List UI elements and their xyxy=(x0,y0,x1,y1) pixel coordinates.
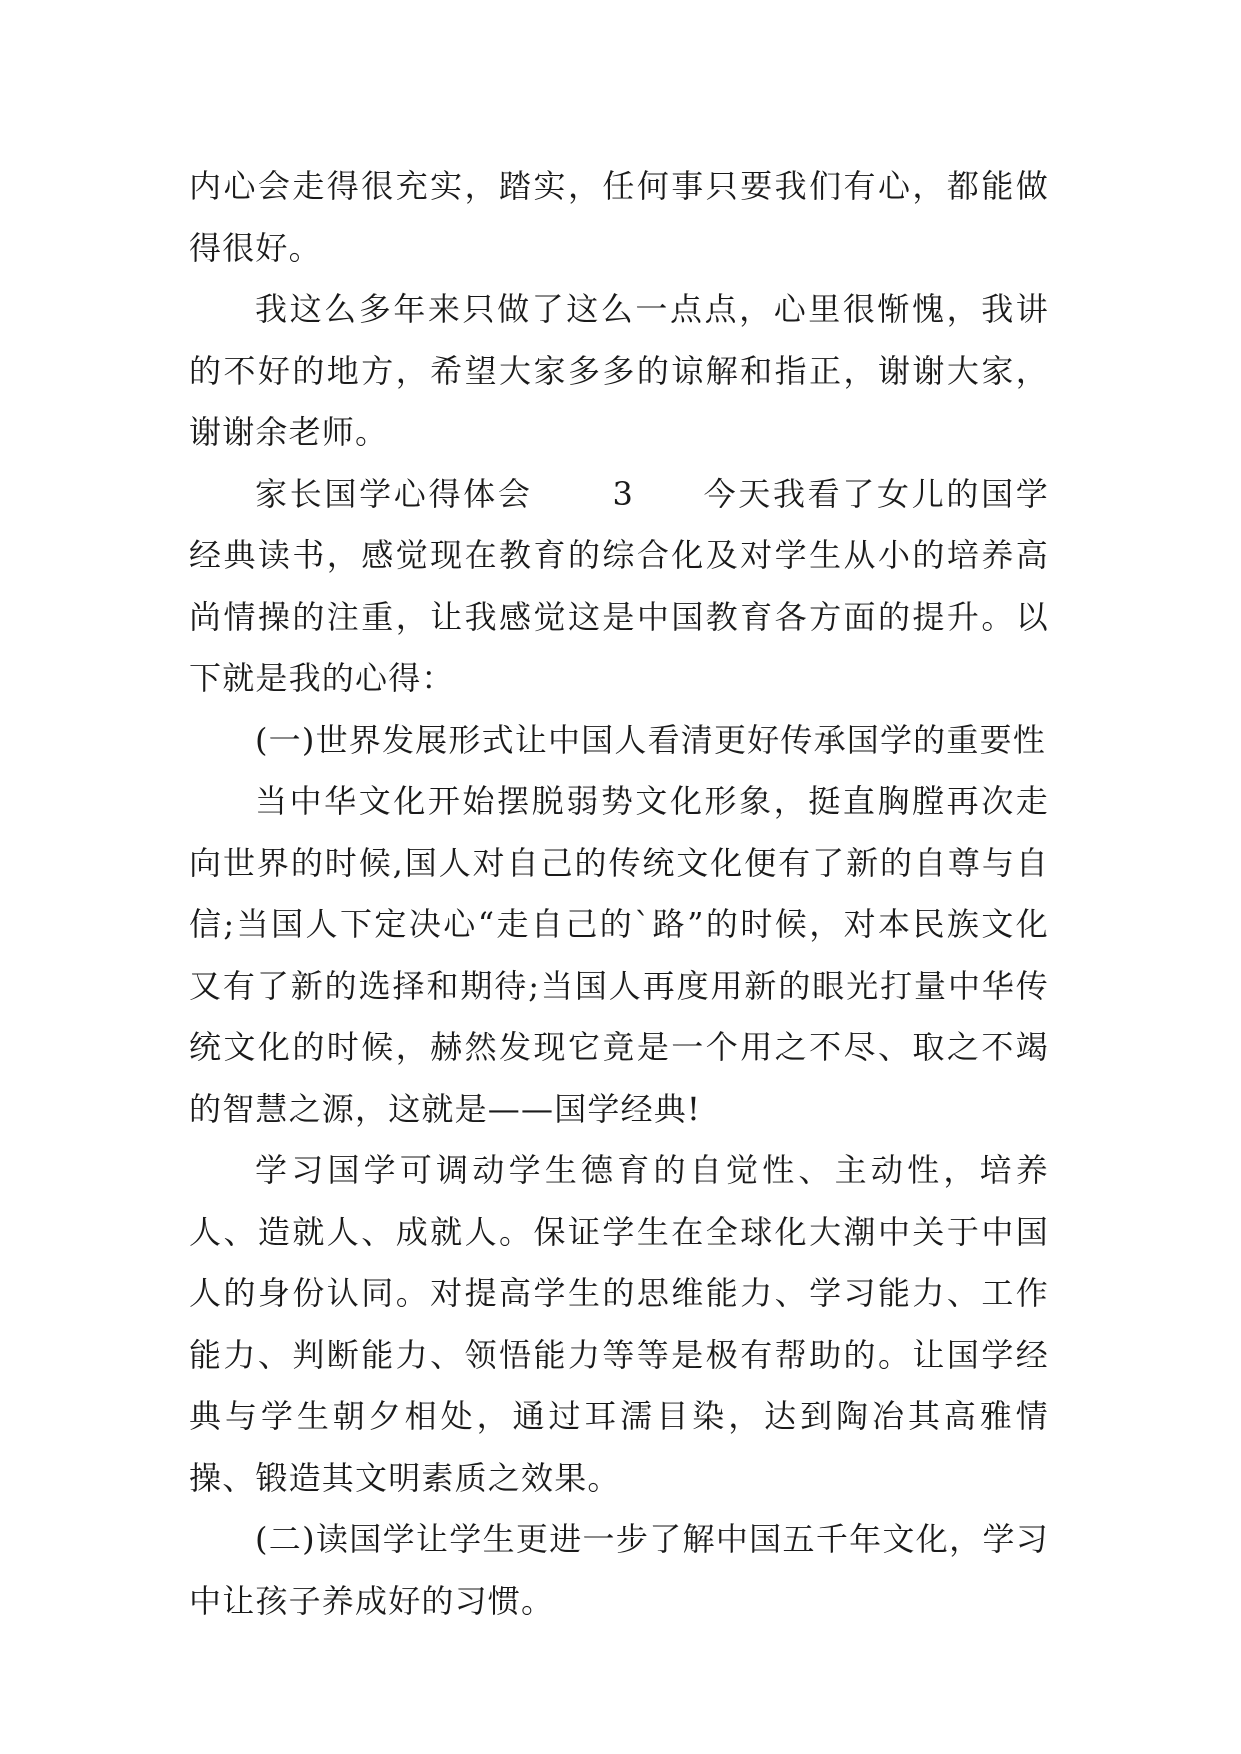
paragraph-6: 学习国学可调动学生德育的自觉性、主动性，培养人、造就人、成就人。保证学生在全球化大潮中关于中国人的身份认同。对提高学生的思维能力、学习能力、工作能力、判断能力、领悟能力等等是极有帮助的。让国学经典与学生朝夕相处，通过耳濡目染，达到陶冶其高雅情操、锻造其文明素质之效果。 xyxy=(189,1151,1049,1497)
paragraph-5: 当中华文化开始摆脱弱势文化形象，挺直胸膛再次走向世界的时候,国人对自己的传统文化便有了新的自尊与自信;当国人下定决心“走自己的`路”的时候，对本民族文化又有了新的选择和期待;当国人再度用新的眼光打量中华传统文化的时候，赫然发现它竟是一个用之不尽、取之不竭的智慧之源，这就是——国学经典! xyxy=(189,782,1049,1128)
paragraph-2: 我这么多年来只做了这么一点点，心里很惭愧，我讲的不好的地方，希望大家多多的谅解和指正，谢谢大家，谢谢余老师。 xyxy=(189,290,1049,451)
paragraph-4-subheading: (一)世界发展形式让中国人看清更好传承国学的重要性 xyxy=(255,720,1046,759)
paragraph-3 xyxy=(189,464,1049,710)
paragraph-3-text: 今天我看了女儿的国学经典读书，感觉现在教育的综合化及对学生从小的培养高尚情操的注重，让我感觉这是中国教育各方面的提升。以下就是我的心得： xyxy=(189,474,1049,697)
paragraph-1: 内心会走得很充实，踏实，任何事只要我们有心，都能做得很好。 xyxy=(189,167,1049,267)
document-body xyxy=(189,156,1049,1632)
section-heading-number: 3 xyxy=(612,474,635,513)
paragraph-7-subheading: (二)读国学让学生更进一步了解中国五千年文化，学习中让孩子养成好的习惯。 xyxy=(189,1520,1049,1620)
section-heading: 家长国学心得体会 xyxy=(255,474,533,513)
